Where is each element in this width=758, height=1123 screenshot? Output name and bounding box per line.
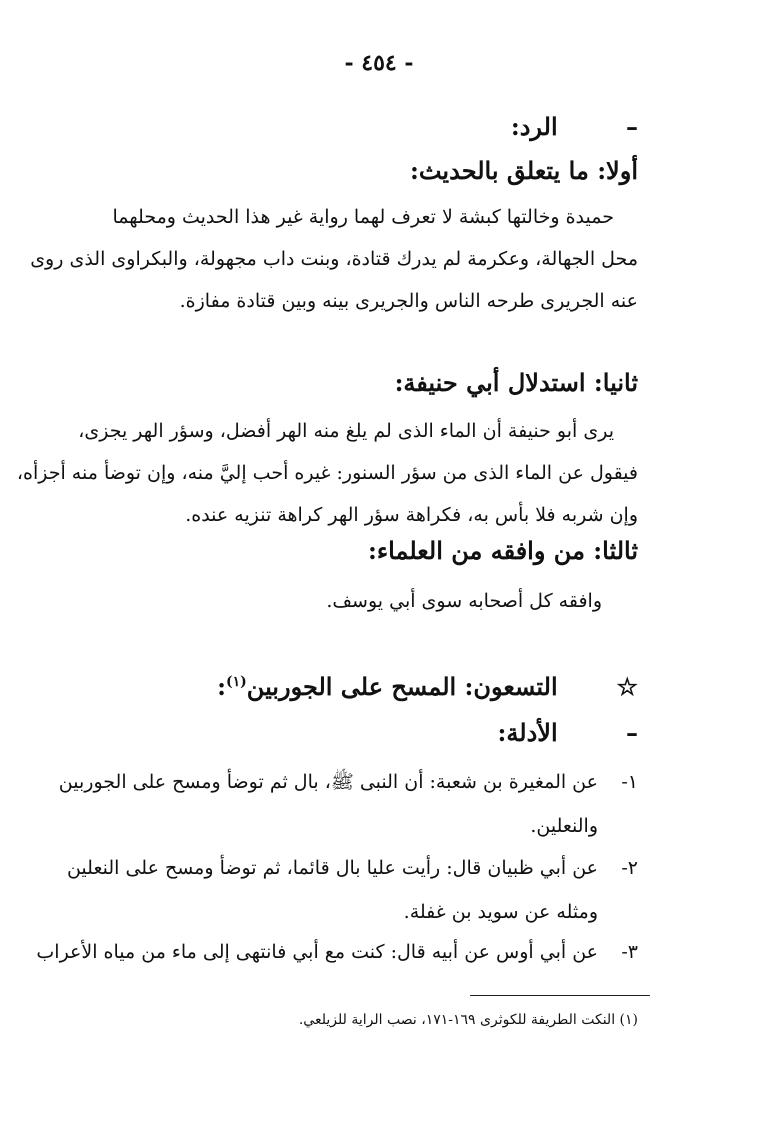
evidence-text: عن أبي أوس عن أبيه قال: كنت مع أبي فانتهى إلى ماء من مياه الأعراب <box>36 941 598 963</box>
topic-heading-label: التسعون: المسح على الجوربين <box>246 672 558 701</box>
evidence-text: عن أبي ظبيان قال: رأيت عليا بال قائما، ثم توضأ ومسح على النعلين <box>66 857 598 879</box>
evidence-number: ١- <box>621 771 638 793</box>
evidence-text: عن المغيرة بن شعبة: أن النبى ﷺ، بال ثم توضأ ومسح على الجوربين <box>58 771 598 793</box>
paragraph-line: حميدة وخالتها كبشة لا تعرف لهما رواية غير هذا الحديث ومحلهما <box>112 206 614 228</box>
topic-heading-colon: : <box>217 672 227 701</box>
section-second-paragraph <box>16 410 638 536</box>
evidence-heading-label: الأدلة: <box>497 718 558 747</box>
topic-heading <box>217 672 638 701</box>
star-icon: ☆ <box>616 672 638 701</box>
footnote-ref: (١) <box>226 674 247 690</box>
section-third-heading: ثالثا: من وافقه من العلماء: <box>368 536 638 565</box>
evidence-item <box>58 760 638 848</box>
paragraph-line: عنه الجريرى طرحه الناس والجريرى بينه وبين قتادة مفازة. <box>179 290 638 312</box>
page-number: - ٤٥٤ - <box>344 50 414 76</box>
heading-dash: – <box>626 718 638 747</box>
heading-dash: – <box>626 112 638 141</box>
paragraph-line: وإن شربه فلا بأس به، فكراهة سؤر الهر كراهة تنزيه عنده. <box>185 504 638 526</box>
paragraph-line: فيقول عن الماء الذى من سؤر السنور: غيره أحب إليَّ منه، وإن توضأ منه أجزأه، <box>16 462 638 484</box>
evidence-text-continued: والنعلين. <box>530 815 598 837</box>
section-first-paragraph <box>30 196 638 322</box>
section-second-heading: ثانيا: استدلال أبي حنيفة: <box>394 368 638 397</box>
section-third-paragraph: وافقه كل أصحابه سوى أبي يوسف. <box>326 590 602 612</box>
evidence-item <box>36 930 638 974</box>
response-heading-label: الرد: <box>510 112 558 141</box>
evidence-number: ٣- <box>621 941 638 963</box>
evidence-text-continued: ومثله عن سويد بن غفلة. <box>403 901 598 923</box>
footnote-separator <box>470 995 650 996</box>
footnote: (١) النكت الطريفة للكوثرى ١٦٩-١٧١، نصب الراية للزيلعي. <box>298 1012 638 1028</box>
evidence-heading <box>498 718 638 747</box>
section-first-heading: أولا: ما يتعلق بالحديث: <box>410 156 638 185</box>
evidence-number: ٢- <box>621 857 638 879</box>
paragraph-line: يرى أبو حنيفة أن الماء الذى لم يلغ منه الهر أفضل، وسؤر الهر يجزى، <box>78 420 614 442</box>
paragraph-line: محل الجهالة، وعكرمة لم يدرك قتادة، وبنت داب مجهولة، والبكراوى الذى روى <box>30 248 638 270</box>
response-heading <box>511 112 638 141</box>
evidence-item <box>66 846 638 934</box>
